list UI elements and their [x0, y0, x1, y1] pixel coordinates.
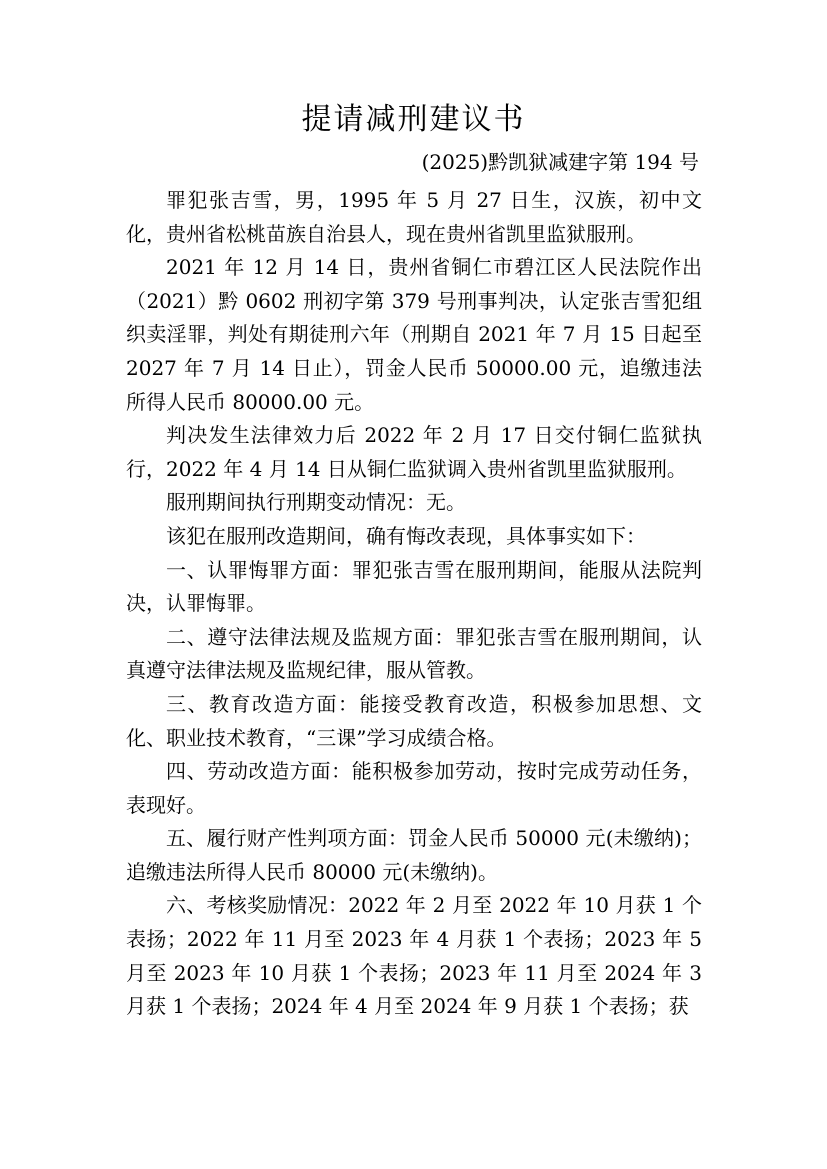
paragraph-repentance: 一、认罪悔罪方面：罪犯张吉雪在服刑期间，能服从法院判决，认罪悔罪。	[126, 557, 702, 616]
document-title: 提请减刑建议书	[301, 102, 526, 137]
paragraph-prisoner-info: 罪犯张吉雪，男，1995 年 5 月 27 日生，汉族，初中文化，贵州省松桃苗族自治县人，现在贵州省凯里监狱服刑。	[126, 188, 702, 246]
paragraph-rewards: 六、考核奖励情况：2022 年 2 月至 2022 年 10 月获 1 个表扬；2022 年 11 月至 2023 年 4 月获 1 个表扬；2023 年 5 月至 2023 年 10 月获 1 个表扬；2023 年 11 月至 2024 年 3 月获 1 个表扬；2024 年 4 月至 2024 年 9 月获 1 个表扬；获	[126, 893, 702, 1019]
document-body	[126, 184, 702, 1024]
paragraph-delivery: 判决发生法律效力后 2022 年 2 月 17 日交付铜仁监狱执行，2022 年 4 月 14 日从铜仁监狱调入贵州省凯里监狱服刑。	[126, 423, 702, 481]
paragraph-labor: 四、劳动改造方面：能积极参加劳动，按时完成劳动任务，表现好。	[126, 759, 702, 817]
document-number: (2025)黔凯狱减建字第 194 号	[421, 150, 699, 174]
paragraph-facts-intro: 该犯在服刑改造期间，确有悔改表现，具体事实如下：	[166, 523, 646, 548]
paragraph-sentence-change: 服刑期间执行刑期变动情况：无。	[166, 490, 466, 515]
paragraph-judgment: 2021 年 12 月 14 日，贵州省铜仁市碧江区人民法院作出（2021）黔 0602 刑初字第 379 号刑事判决，认定张吉雪犯组织卖淫罪，判处有期徒刑六年（刑期自 2021 年 7 月 15 日起至 2027 年 7 月 14 日止），罚金人民币 50000.00 元，追缴违法所得人民币 80000.00 元。	[126, 255, 702, 414]
paragraph-property-judgment: 五、履行财产性判项方面：罚金人民币 50000 元(未缴纳)；追缴违法所得人民币 80000 元(未缴纳)。	[126, 826, 702, 884]
paragraph-discipline: 二、遵守法律法规及监规方面：罪犯张吉雪在服刑期间，认真遵守法律法规及监规纪律，服从管教。	[126, 624, 702, 683]
paragraph-education: 三、教育改造方面：能接受教育改造，积极参加思想、文化、职业技术教育，“三课”学习成绩合格。	[126, 691, 702, 750]
